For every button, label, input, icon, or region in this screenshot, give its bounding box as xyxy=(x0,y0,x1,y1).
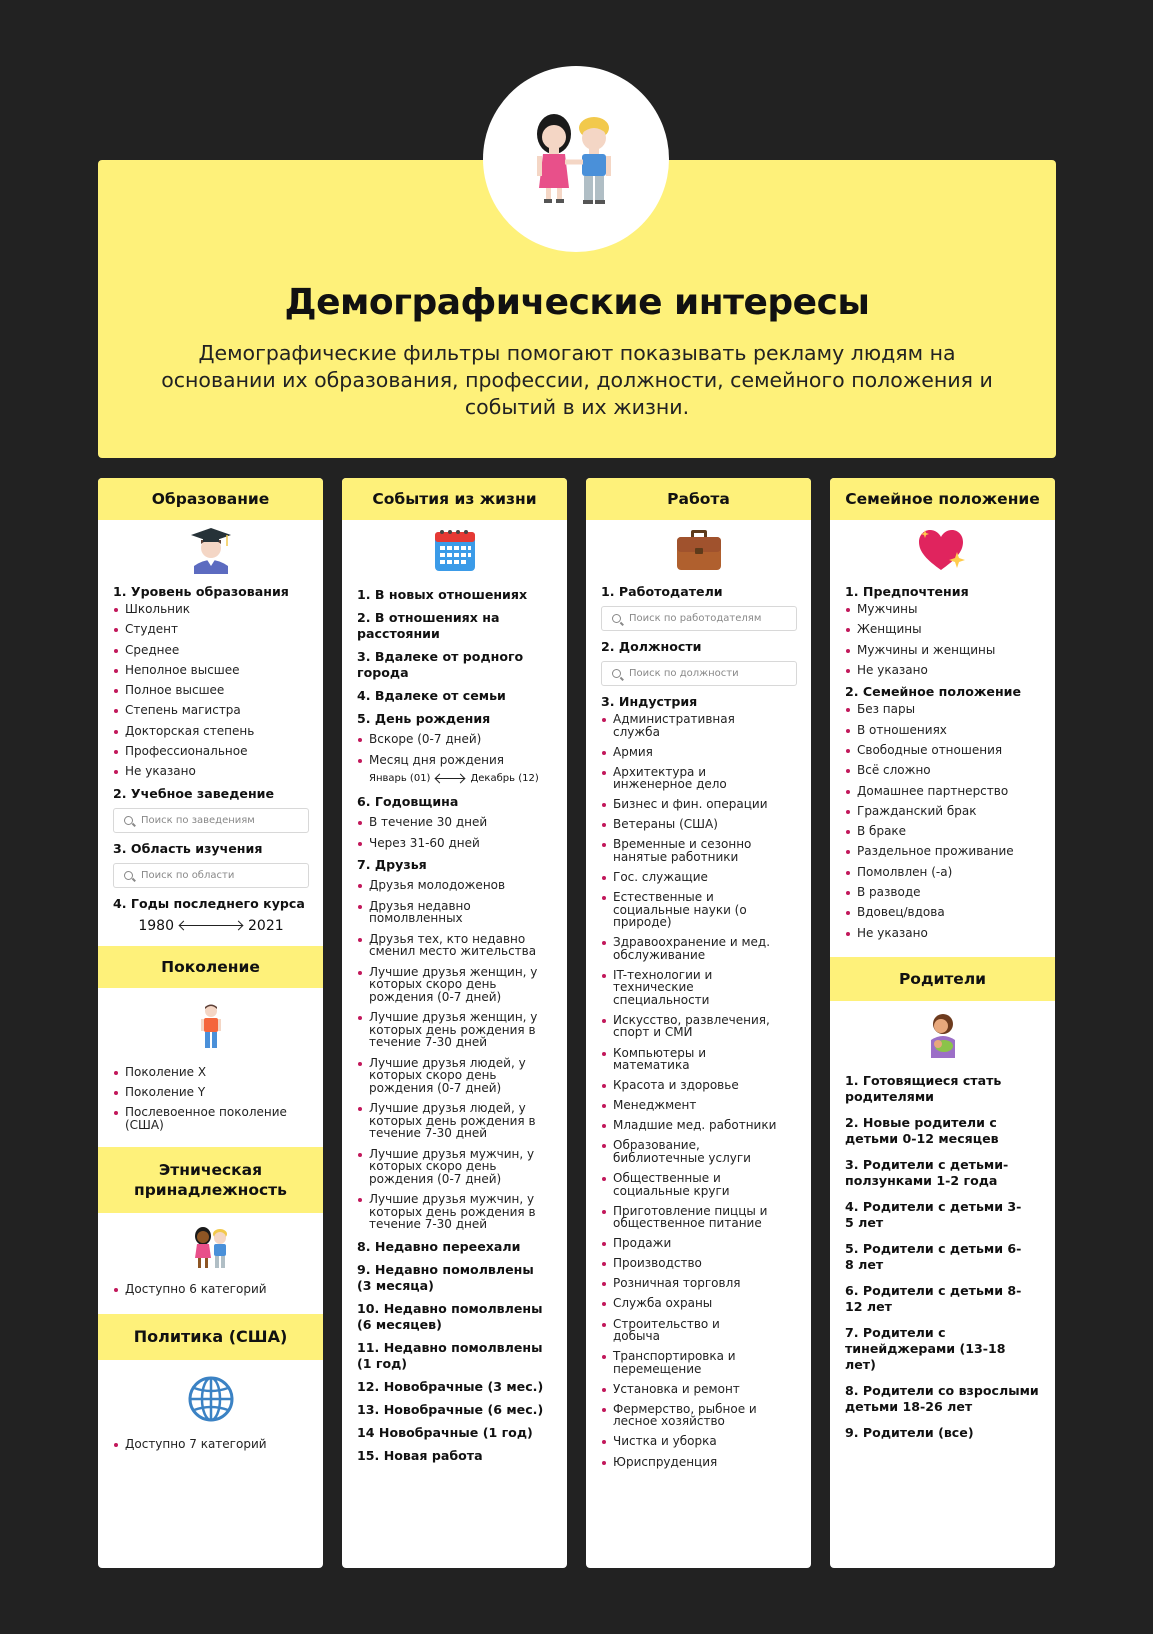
family-question-1: 1. Предпочтения xyxy=(845,584,969,599)
list-item[interactable]: Раздельное проживание xyxy=(845,845,1041,858)
list-item[interactable]: Производство xyxy=(601,1257,797,1270)
events-question-3[interactable]: 3. Вдалеке от родного города xyxy=(357,649,524,680)
list-item[interactable]: Среднее xyxy=(113,644,309,657)
parents-item-7[interactable]: 7. Родители с тинейджерами (13-18 лет) xyxy=(845,1325,1006,1373)
education-icon-wrap xyxy=(98,520,323,580)
list-item[interactable]: Приготовление пиццы и общественное питание xyxy=(601,1205,796,1230)
family-question-2: 2. Семейное положение xyxy=(845,684,1022,700)
page-title: Демографические интересы xyxy=(284,282,870,323)
list-item[interactable]: Не указано xyxy=(845,664,1041,677)
column-life-events xyxy=(342,478,567,1568)
parents-item-8[interactable]: 8. Родители со взрослыми детьми 18-26 лет xyxy=(845,1383,1039,1415)
list-item[interactable]: Здравоохранение и мед. обслуживание xyxy=(601,936,781,961)
job-title-search-input[interactable] xyxy=(601,661,797,686)
parents-item-5[interactable]: 5. Родители с детьми 6-8 лет xyxy=(845,1241,1022,1273)
education-levels-list xyxy=(113,603,309,778)
list-item[interactable]: Через 31-60 дней xyxy=(357,837,553,850)
month-range[interactable] xyxy=(369,773,553,784)
events-question-6: 6. Годовщина xyxy=(357,794,459,809)
work-question-2: 2. Должности xyxy=(601,639,702,654)
ethnicity-list xyxy=(113,1283,309,1296)
section-title-events: События из жизни xyxy=(342,478,567,520)
section-title-parents: Родители xyxy=(830,957,1055,1001)
parents-icon-wrap xyxy=(830,1001,1055,1073)
list-item[interactable]: Профессиональное xyxy=(113,745,309,758)
section-title-work: Работа xyxy=(586,478,811,520)
column-family xyxy=(830,478,1055,1568)
list-item[interactable]: Юриспруденция xyxy=(601,1456,797,1469)
list-item[interactable]: В браке xyxy=(845,825,1041,838)
list-item[interactable]: Лучшие друзья мужчин, у которых скоро день рождения (0-7 дней) xyxy=(357,1148,542,1186)
list-item[interactable]: Мужчины и женщины xyxy=(845,644,1041,657)
parents-item-9[interactable]: 9. Родители (все) xyxy=(845,1425,974,1441)
month-to: Декабрь (12) xyxy=(470,773,539,784)
list-item[interactable]: Неполное высшее xyxy=(113,664,309,677)
education-question-1: 1. Уровень образования xyxy=(113,584,289,599)
range-arrow-icon xyxy=(436,778,464,779)
events-question-2[interactable]: 2. В отношениях на расстоянии xyxy=(357,610,500,641)
list-item[interactable]: Женщины xyxy=(845,623,1041,636)
events-question-14[interactable]: 14 Новобрачные (1 год) xyxy=(357,1424,533,1440)
section-title-education: Образование xyxy=(98,478,323,520)
search-icon xyxy=(612,614,621,623)
list-item[interactable]: Образование, библиотечные услуги xyxy=(601,1139,771,1164)
field-search-input[interactable] xyxy=(113,863,309,888)
list-item[interactable]: Архитектура и инженерное дело xyxy=(601,766,751,791)
year-range[interactable] xyxy=(113,918,309,934)
list-item[interactable]: Лучшие друзья людей, у которых день рождения в течение 7-30 дней xyxy=(357,1102,552,1140)
search-placeholder: Поиск по должности xyxy=(629,668,739,679)
industry-list xyxy=(601,713,797,1468)
list-item[interactable]: Лучшие друзья женщин, у которых день рождения в течение 7-30 дней xyxy=(357,1011,552,1049)
politics-icon-wrap xyxy=(98,1360,323,1438)
year-to: 2021 xyxy=(248,917,284,934)
couple-icon xyxy=(483,66,669,252)
search-placeholder: Поиск по работодателям xyxy=(629,613,762,624)
list-item[interactable]: Искусство, развлечения, спорт и СМИ xyxy=(601,1014,791,1039)
list-item[interactable]: Менеджмент xyxy=(601,1099,797,1112)
section-title-politics: Политика (США) xyxy=(98,1314,323,1360)
list-item[interactable]: Лучшие друзья мужчин, у которых день рождения в течение 7-30 дней xyxy=(357,1193,552,1231)
list-item[interactable]: Поколение Y xyxy=(113,1086,309,1099)
list-item[interactable]: В течение 30 дней xyxy=(357,816,553,829)
search-placeholder: Поиск по области xyxy=(141,869,235,881)
list-item[interactable]: Ветераны (США) xyxy=(601,818,797,831)
list-item[interactable]: Мужчины xyxy=(845,603,1041,616)
list-item[interactable]: Лучшие друзья людей, у которых скоро день рождения (0-7 дней) xyxy=(357,1057,535,1095)
events-question-11[interactable]: 11. Недавно помолвлены (1 год) xyxy=(357,1339,543,1371)
list-item[interactable]: Младшие мед. работники xyxy=(601,1119,797,1132)
parents-item-4[interactable]: 4. Родители с детьми 3-5 лет xyxy=(845,1199,1022,1231)
list-item[interactable]: Компьютеры и математика xyxy=(601,1047,786,1072)
list-item[interactable]: Красота и здоровье xyxy=(601,1079,797,1092)
year-from: 1980 xyxy=(138,917,174,934)
list-item[interactable]: Общественные и социальные круги xyxy=(601,1172,761,1197)
generation-list xyxy=(113,1066,309,1132)
list-item[interactable]: Свободные отношения xyxy=(845,744,1041,757)
generation-icon-wrap xyxy=(98,988,323,1066)
list-item[interactable]: Полное высшее xyxy=(113,684,309,697)
work-question-1: 1. Работодатели xyxy=(601,584,723,599)
list-item[interactable]: Помолвлен (-а) xyxy=(845,866,1041,879)
family-icon-wrap xyxy=(830,520,1055,580)
list-item[interactable]: Розничная торговля xyxy=(601,1277,797,1290)
person-icon xyxy=(200,1004,222,1050)
list-item[interactable]: Друзья тех, кто недавно сменил место жительства xyxy=(357,933,547,958)
mother-baby-icon xyxy=(927,1014,959,1060)
list-item[interactable]: Поколение X xyxy=(113,1066,309,1079)
ethnicity-icon-wrap xyxy=(98,1213,323,1283)
list-item[interactable]: Строительство и добыча xyxy=(601,1318,741,1343)
events-question-9[interactable]: 9. Недавно помолвлены (3 месяца) xyxy=(357,1261,534,1293)
events-question-15[interactable]: 15. Новая работа xyxy=(357,1447,483,1463)
parents-item-6[interactable]: 6. Родители с детьми 8-12 лет xyxy=(845,1283,1022,1315)
list-item[interactable]: Друзья молодоженов xyxy=(357,879,553,892)
month-from: Январь (01) xyxy=(369,773,431,784)
events-question-10[interactable]: 10. Недавно помолвлены (6 месяцев) xyxy=(357,1300,543,1332)
preferences-list xyxy=(845,603,1041,676)
sparkling-heart-icon xyxy=(917,528,969,572)
institution-search-input[interactable] xyxy=(113,808,309,833)
list-item[interactable]: В разводе xyxy=(845,886,1041,899)
column-work xyxy=(586,478,811,1568)
education-question-2: 2. Учебное заведение xyxy=(113,785,275,801)
page-subtitle: Демографические фильтры помогают показывать рекламу людям на основании их образования, профессии, должности, семейного положения и событий в их жизни. xyxy=(161,341,993,419)
parents-item-2[interactable]: 2. Новые родители с детьми 0-12 месяцев xyxy=(845,1115,999,1147)
list-item[interactable]: Не указано xyxy=(845,927,1041,940)
work-question-3: 3. Индустрия xyxy=(601,694,698,709)
calendar-icon xyxy=(434,528,476,572)
section-title-ethnicity: Этническая принадлежность xyxy=(98,1147,323,1213)
list-item[interactable]: Послевоенное поколение (США) xyxy=(113,1106,309,1131)
list-item[interactable]: Лучшие друзья женщин, у которых скоро день рождения (0-7 дней) xyxy=(357,966,552,1004)
search-placeholder: Поиск по заведениям xyxy=(141,814,255,826)
list-item[interactable]: Доступно 7 категорий xyxy=(113,1438,309,1451)
list-item[interactable]: IT-технологии и технические специальности xyxy=(601,969,786,1007)
education-question-3: 3. Область изучения xyxy=(113,840,263,856)
list-item[interactable]: Без пары xyxy=(845,703,1041,716)
anniversary-list xyxy=(357,816,553,849)
events-icon-wrap xyxy=(342,520,567,580)
events-question-1[interactable]: 1. В новых отношениях xyxy=(357,587,528,602)
list-item[interactable]: Не указано xyxy=(113,765,309,778)
politics-list xyxy=(113,1438,309,1451)
hero-icon-circle xyxy=(483,66,669,252)
list-item[interactable]: Школьник xyxy=(113,603,309,616)
work-icon-wrap xyxy=(586,520,811,580)
couple-icon xyxy=(189,1226,233,1270)
search-icon xyxy=(124,816,133,825)
range-arrow-icon xyxy=(180,925,242,926)
list-item[interactable]: Вдовец/вдова xyxy=(845,906,1041,919)
list-item[interactable]: Временные и сезонно нанятые работники xyxy=(601,838,771,863)
list-item[interactable]: Всё сложно xyxy=(845,764,1041,777)
events-question-5: 5. День рождения xyxy=(357,711,491,726)
list-item[interactable]: В отношениях xyxy=(845,724,1041,737)
list-item[interactable]: Студент xyxy=(113,623,309,636)
parents-item-1[interactable]: 1. Готовящиеся стать родителями xyxy=(845,1073,1002,1105)
column-education xyxy=(98,478,323,1568)
list-item[interactable]: Гражданский брак xyxy=(845,805,1041,818)
graduate-icon xyxy=(190,526,232,574)
events-question-4[interactable]: 4. Вдалеке от семьи xyxy=(357,688,506,703)
list-item[interactable]: Месяц дня рождения xyxy=(357,754,553,767)
list-item[interactable]: Докторская степень xyxy=(113,725,309,738)
list-item[interactable]: Друзья недавно помолвленных xyxy=(357,900,487,925)
list-item[interactable]: Степень магистра xyxy=(113,704,309,717)
briefcase-icon xyxy=(676,529,722,571)
events-question-8[interactable]: 8. Недавно переехали xyxy=(357,1238,521,1254)
list-item[interactable]: Бизнес и фин. операции xyxy=(601,798,797,811)
list-item[interactable]: Продажи xyxy=(601,1237,797,1250)
section-title-generation: Поколение xyxy=(98,946,323,988)
list-item[interactable]: Естественные и социальные науки (о природе) xyxy=(601,891,786,929)
list-item[interactable]: Чистка и уборка xyxy=(601,1435,797,1448)
list-item[interactable]: Гос. служащие xyxy=(601,871,797,884)
events-question-13[interactable]: 13. Новобрачные (6 мес.) xyxy=(357,1401,544,1417)
list-item[interactable]: Транспортировка и перемещение xyxy=(601,1350,751,1375)
events-question-7: 7. Друзья xyxy=(357,857,427,872)
parents-item-3[interactable]: 3. Родители с детьми-ползунками 1-2 года xyxy=(845,1157,1009,1189)
list-item[interactable]: Служба охраны xyxy=(601,1297,797,1310)
list-item[interactable]: Доступно 6 категорий xyxy=(113,1283,309,1296)
globe-icon xyxy=(188,1376,234,1422)
list-item[interactable]: Административная служба xyxy=(601,713,761,738)
list-item[interactable]: Фермерство, рыбное и лесное хозяйство xyxy=(601,1403,776,1428)
education-question-4: 4. Годы последнего курса xyxy=(113,895,305,911)
list-item[interactable]: Армия xyxy=(601,746,797,759)
list-item[interactable]: Установка и ремонт xyxy=(601,1383,797,1396)
birthday-list xyxy=(357,733,553,766)
list-item[interactable]: Вскоре (0-7 дней) xyxy=(357,733,553,746)
employer-search-input[interactable] xyxy=(601,606,797,631)
search-icon xyxy=(124,871,133,880)
section-title-family: Семейное положение xyxy=(830,478,1055,520)
list-item[interactable]: Домашнее партнерство xyxy=(845,785,1041,798)
friends-list xyxy=(357,879,553,1231)
events-question-12[interactable]: 12. Новобрачные (3 мес.) xyxy=(357,1378,544,1394)
family-status-list xyxy=(845,703,1041,939)
search-icon xyxy=(612,669,621,678)
